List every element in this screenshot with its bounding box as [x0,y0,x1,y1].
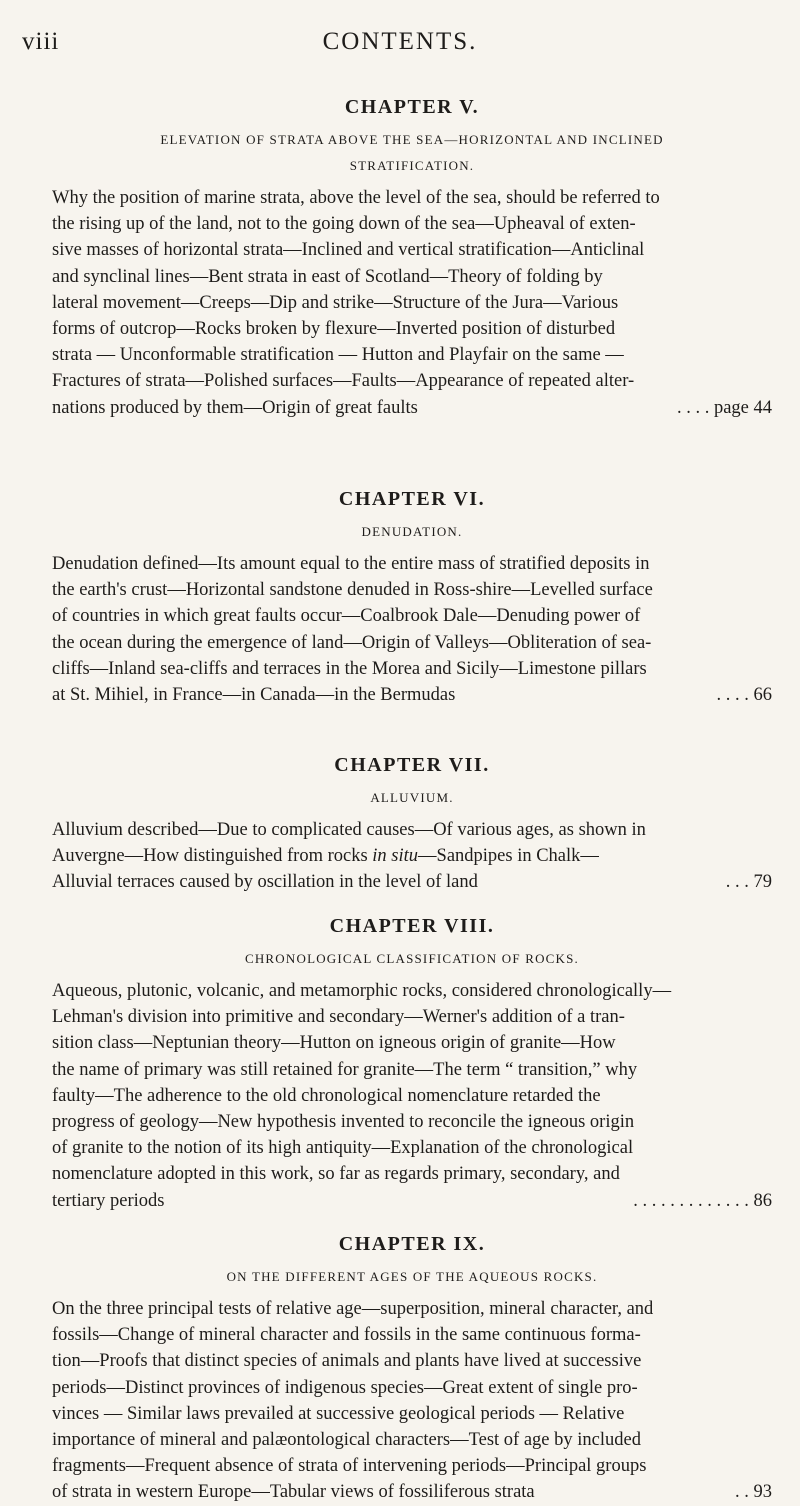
chapter-summary [52,817,772,896]
summary-line: nomenclature adopted in this work, so far as regards primary, secondary, and [52,1164,620,1185]
summary-line-text: at St. Mihiel, in France—in Canada—in the Bermudas [52,685,456,706]
page-reference: . . 93 [735,1482,772,1503]
chapter-6 [52,488,772,708]
summary-line-text: Alluvial terraces caused by oscillation in the level of land [52,872,478,893]
chapter-subtitle-line: ALLUVIUM. [370,790,454,805]
chapter-subtitle-line: CHRONOLOGICAL CLASSIFICATION OF ROCKS. [244,951,580,966]
chapter-title: CHAPTER VI. [338,488,486,510]
chapter-summary [52,185,772,421]
summary-line: Fractures of strata—Polished surfaces—Faults—Appearance of repeated alter- [52,371,635,392]
summary-line: On the three principal tests of relative age—superposition, mineral character, and [52,1299,654,1319]
summary-line: Lehman's division into primitive and secondary—Werner's addition of a tran- [52,1007,625,1028]
summary-line-text: Auvergne—How distinguished from rocks in situ—Sandpipes in Chalk— [52,846,599,867]
summary-line-text: of strata in western Europe—Tabular views of fossiliferous strata [52,1482,535,1503]
summary-line: vinces — Similar laws prevailed at successive geological periods — Relative [52,1403,625,1424]
summary-line: strata — Unconformable stratification — Hutton and Playfair on the same — [52,345,624,366]
summary-line: progress of geology—New hypothesis invented to reconcile the igneous origin [52,1112,635,1133]
summary-line: Denudation defined—Its amount equal to the entire mass of stratified deposits in [52,554,650,574]
page-folio: viii [22,28,60,55]
chapter-9 [52,1233,772,1506]
summary-line-text: tertiary periods [52,1190,165,1211]
summary-line: periods—Distinct provinces of indigenous species—Great extent of single pro- [52,1377,638,1398]
summary-line: forms of outcrop—Rocks broken by flexure—Inverted position of disturbed [52,319,616,340]
chapter-title: CHAPTER VIII. [329,915,495,937]
summary-last-line [52,395,772,421]
running-head [22,14,778,54]
summary-line: sition class—Neptunian theory—Hutton on igneous origin of granite—How [52,1033,616,1054]
running-title: CONTENTS. [322,28,478,55]
summary-line: importance of mineral and palæontological characters—Test of age by included [52,1430,641,1451]
chapter-8 [52,915,772,1214]
chapter-subtitle-line: ON THE DIFFERENT AGES OF THE AQUEOUS ROCKS. [226,1269,598,1284]
summary-line: the name of primary was still retained for granite—The term “ transition,” why [52,1059,638,1080]
summary-last-line [52,682,772,708]
summary-line: the earth's crust—Horizontal sandstone denuded in Ross-shire—Levelled surface [52,580,653,601]
summary-line: the ocean during the emergence of land—Origin of Valleys—Obliteration of sea- [52,632,652,653]
summary-line: of countries in which great faults occur—Coalbrook Dale—Denuding power of [52,606,641,627]
summary-line: Aqueous, plutonic, volcanic, and metamorphic rocks, considered chronologically— [52,981,672,1001]
summary-line: and synclinal lines—Bent strata in east of Scotland—Theory of folding by [52,266,603,287]
summary-line [52,843,772,869]
summary-line: tion—Proofs that distinct species of animals and plants have lived at successive [52,1351,642,1372]
summary-line: faulty—The adherence to the old chronological nomenclature retarded the [52,1085,601,1106]
summary-line: of granite to the notion of its high antiquity—Explanation of the chronological [52,1138,634,1159]
summary-line: sive masses of horizontal strata—Inclined and vertical stratification—Anticlinal [52,240,645,261]
chapter-subtitle-line: STRATIFICATION. [349,158,475,173]
page-reference: . . . . 66 [716,685,772,706]
chapter-5 [52,96,772,421]
summary-line: lateral movement—Creeps—Dip and strike—Structure of the Jura—Various [52,292,619,313]
summary-line: the rising up of the land, not to the going down of the sea—Upheaval of exten- [52,214,636,235]
chapter-7 [52,754,772,896]
chapter-summary [52,978,772,1214]
summary-line: fossils—Change of mineral character and fossils in the same continuous forma- [52,1325,641,1346]
chapter-summary [52,551,772,708]
summary-last-line [52,869,772,895]
chapter-summary [52,1296,772,1506]
chapter-subtitle-line: DENUDATION. [361,524,463,539]
summary-line: fragments—Frequent absence of strata of intervening periods—Principal groups [52,1456,647,1477]
chapter-title: CHAPTER VII. [334,754,490,776]
page-reference: . . . . page 44 [676,397,772,418]
summary-line: Why the position of marine strata, above the level of the sea, should be referred to [52,188,660,208]
page-reference: . . . 79 [725,872,772,893]
summary-line-text: nations produced by them—Origin of great faults [52,397,418,418]
summary-line: Alluvium described—Due to complicated causes—Of various ages, as shown in [52,820,646,840]
summary-last-line [52,1188,772,1214]
page-reference: . . . . . . . . . . . . . 86 [633,1190,772,1211]
chapter-subtitle-line: ELEVATION OF STRATA ABOVE THE SEA—HORIZONTAL AND INCLINED [160,132,664,147]
chapter-title: CHAPTER IX. [338,1233,486,1255]
chapter-title: CHAPTER V. [344,96,480,118]
summary-last-line [52,1479,772,1505]
summary-line: cliffs—Inland sea-cliffs and terraces in the Morea and Sicily—Limestone pillars [52,658,647,679]
